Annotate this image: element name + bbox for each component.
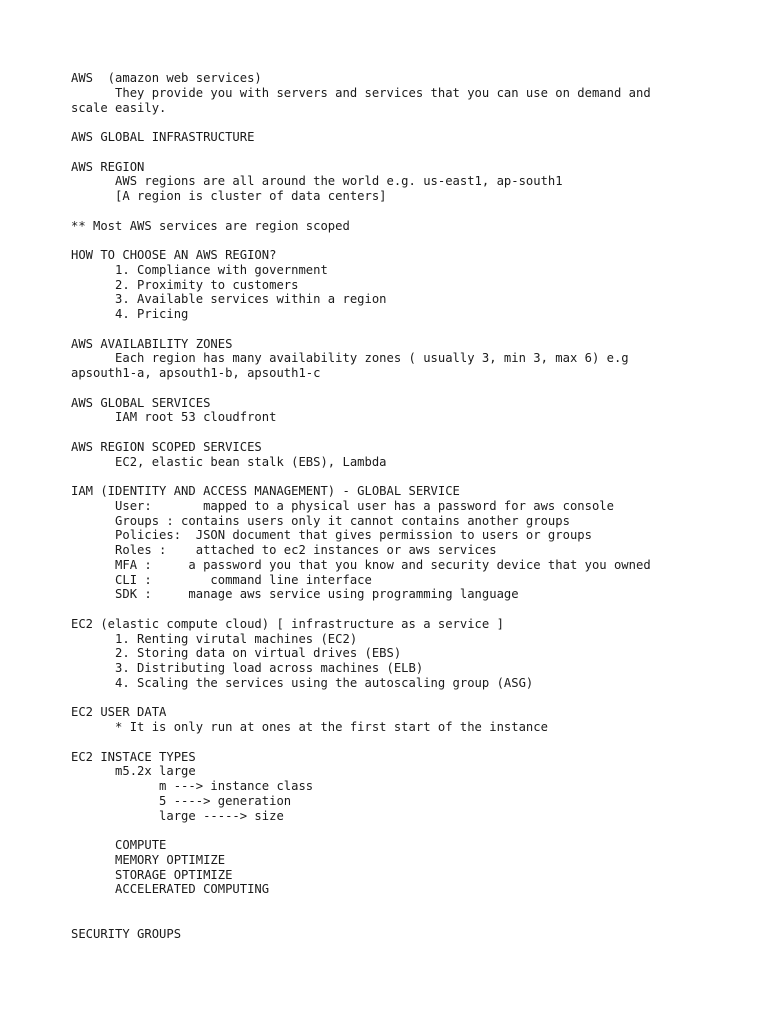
text-line: Roles : attached to ec2 instances or aws services (71, 543, 497, 557)
text-line: They provide you with servers and services that you can use on demand and (71, 85, 651, 100)
text-line: EC2 USER DATA (71, 705, 167, 720)
document-body (71, 71, 751, 941)
text-line: EC2 (elastic compute cloud) [ infrastructure as a service ] (71, 616, 504, 631)
text-line: COMPUTE (71, 838, 167, 852)
text-line (71, 469, 751, 484)
text-line: SECURITY GROUPS (71, 926, 182, 941)
text-line (71, 115, 751, 130)
text-line: m ---> instance class (71, 779, 314, 793)
text-line: IAM (IDENTITY AND ACCESS MANAGEMENT) - GLOBAL SERVICE (71, 484, 460, 498)
text-line: 2. Storing data on virtual drives (EBS) (71, 646, 402, 661)
text-line (71, 912, 751, 927)
text-line: AWS AVAILABILITY ZONES (71, 336, 233, 351)
text-line: AWS GLOBAL INFRASTRUCTURE (71, 130, 255, 144)
text-line (71, 322, 751, 337)
text-line (71, 691, 751, 706)
text-line: CLI : command line interface (71, 572, 372, 587)
text-line: AWS REGION (71, 159, 145, 174)
text-line: apsouth1-a, apsouth1-b, apsouth1-c (71, 366, 321, 380)
text-line: SDK : manage aws service using programming language (71, 587, 519, 602)
text-line: MEMORY OPTIMIZE (71, 852, 226, 867)
text-line: [A region is cluster of data centers] (71, 189, 387, 203)
text-line: large -----> size (71, 808, 284, 823)
text-line (71, 735, 751, 750)
text-line: Groups : contains users only it cannot contains another groups (71, 513, 570, 528)
text-line: 5 ----> generation (71, 793, 292, 808)
text-line: User: mapped to a physical user has a password for aws console (71, 498, 614, 513)
text-line (71, 823, 751, 838)
text-line: EC2, elastic bean stalk (EBS), Lambda (71, 454, 387, 469)
text-line: 3. Available services within a region (71, 292, 387, 307)
text-line: AWS GLOBAL SERVICES (71, 395, 211, 410)
text-line: HOW TO CHOOSE AN AWS REGION? (71, 248, 277, 262)
text-line: 3. Distributing load across machines (ELB) (71, 661, 424, 675)
text-line: ACCELERATED COMPUTING (71, 882, 270, 897)
text-line (71, 145, 751, 160)
text-line: 1. Compliance with government (71, 262, 328, 277)
text-line: 2. Proximity to customers (71, 277, 299, 292)
text-line: 4. Scaling the services using the autoscaling group (ASG) (71, 675, 534, 690)
text-line (71, 425, 751, 440)
text-line: IAM root 53 cloudfront (71, 410, 277, 425)
text-line (71, 897, 751, 912)
text-line: EC2 INSTACE TYPES (71, 749, 196, 764)
text-line: Policies: JSON document that gives permission to users or groups (71, 528, 592, 543)
text-line: MFA : a password you that you know and security device that you owned (71, 557, 651, 572)
text-line: 4. Pricing (71, 307, 189, 321)
text-line: 1. Renting virutal machines (EC2) (71, 631, 358, 646)
text-line (71, 204, 751, 219)
text-line: STORAGE OPTIMIZE (71, 867, 233, 882)
text-line: ** Most AWS services are region scoped (71, 218, 350, 233)
text-line: AWS regions are all around the world e.g. us-east1, ap-south1 (71, 174, 563, 189)
text-line: m5.2x large (71, 764, 196, 779)
text-line (71, 233, 751, 248)
text-line: AWS REGION SCOPED SERVICES (71, 439, 262, 454)
text-line: scale easily. (71, 100, 167, 115)
text-line: * It is only run at ones at the first start of the instance (71, 720, 548, 734)
text-line: AWS (amazon web services) (71, 71, 262, 85)
text-line: Each region has many availability zones ( usually 3, min 3, max 6) e.g (71, 351, 629, 366)
text-line (71, 602, 751, 617)
text-line (71, 381, 751, 396)
